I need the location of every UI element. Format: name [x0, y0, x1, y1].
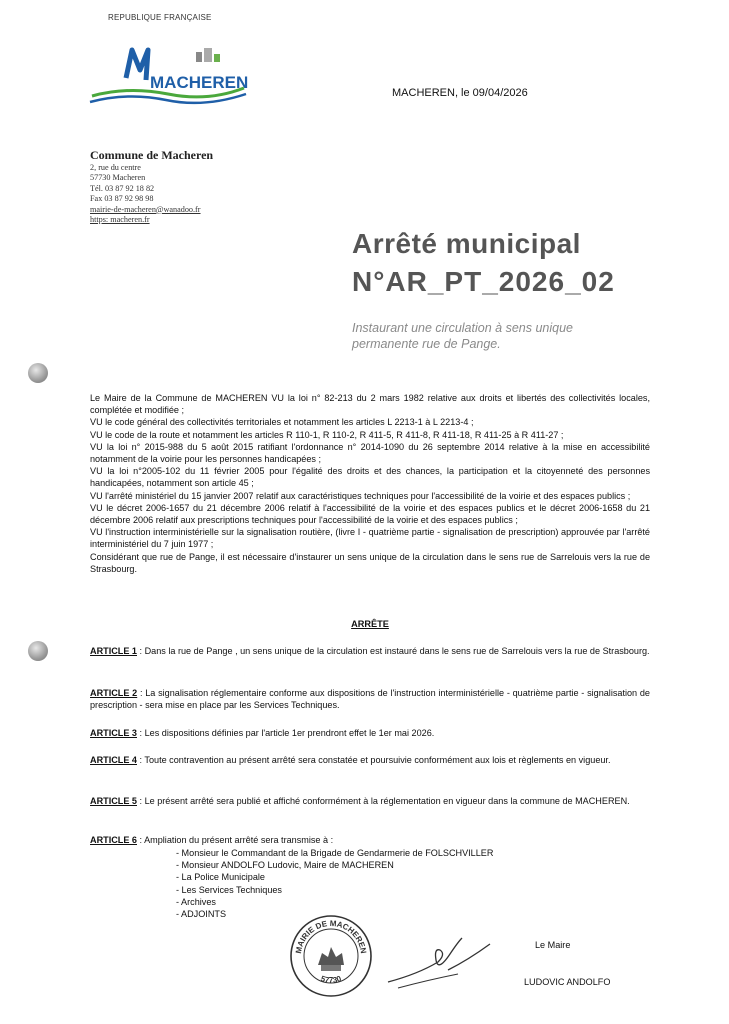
macheren-logo: [88, 40, 248, 112]
ampliation-item: - Archives: [176, 896, 216, 907]
mayor-signature: [378, 924, 498, 994]
article-label: ARTICLE 2: [90, 688, 138, 698]
mairie-stamp: [288, 913, 374, 999]
article-text: : La signalisation réglementaire conforme aux dispositions de l'instruction interministérielle - quatrième partie - signalisation de prescription - sera mise en place par les Services Techniques.: [90, 688, 650, 711]
considerant: VU le décret 2006-1657 du 21 décembre 2006 relatif à l'accessibilité de la voirie et des espaces publics et le décret 2006-1658 du 21 décembre 2006 relatif aux prescriptions techniques pour l'accessibilité de la voirie et des espaces publics ;: [90, 502, 650, 526]
arrete-heading: ARRÊTE: [351, 619, 389, 629]
address-line: 2, rue du centre: [90, 163, 141, 172]
article-4: [90, 754, 650, 766]
signature-title: Le Maire: [535, 940, 571, 950]
ampliation-item: - Les Services Techniques: [176, 884, 282, 895]
fax-line: Fax 03 87 92 98 98: [90, 194, 154, 204]
article-5: [90, 795, 650, 807]
commune-address: [90, 163, 201, 225]
stamp-text-top: MAIRIE DE MACHEREN: [294, 918, 368, 955]
article-text: : Toute contravention au présent arrêté sera constatée et poursuivie conformément aux lois et règlements en vigueur.: [137, 755, 611, 765]
date-line: MACHEREN, le 09/04/2026: [392, 87, 528, 99]
article-label: ARTICLE 1: [90, 646, 137, 656]
logo-text: MACHEREN: [150, 73, 248, 92]
considerant: Considérant que rue de Pange, il est nécessaire d'instaurer un sens unique de la circulation dans le sens rue de Sarrelouis vers la rue de Strasbourg.: [90, 551, 650, 574]
document-title: Arrêté municipal: [352, 228, 581, 259]
ampliation-item: - Monsieur le Commandant de la Brigade de Gendarmerie de FOLSCHVILLER: [176, 848, 494, 858]
phone-line: Tél. 03 87 92 18 82: [90, 183, 155, 193]
svg-text:57730: [319, 974, 343, 985]
subtitle-line: permanente rue de Pange.: [352, 337, 501, 351]
considerant: VU l'arrêté ministériel du 15 janvier 2007 relatif aux caractéristiques techniques pour l'accessibilité de la voirie et des espaces publics ;: [90, 490, 631, 501]
article-2: [90, 687, 650, 711]
ampliation-item: - Monsieur ANDOLFO Ludovic, Maire de MACHEREN: [176, 860, 394, 871]
considerants-block: [90, 392, 650, 575]
article-6: [90, 834, 650, 846]
punch-hole: [28, 641, 48, 661]
ampliation-list: [176, 847, 493, 920]
article-label: ARTICLE 5: [90, 796, 137, 806]
republique-francaise-label: REPUBLIQUE FRANÇAISE: [108, 13, 212, 22]
email-link[interactable]: mairie-de-macheren@wanadoo.fr: [90, 204, 201, 214]
considerant: VU la loi n° 2015-988 du 5 août 2015 ratifiant l'ordonnance n° 2014-1090 du 26 septembre 2014 relative à la mise en accessibilité notamment de la voirie pour les personnes handicapées ;: [90, 441, 650, 465]
website-link[interactable]: https: macheren.fr: [90, 215, 150, 225]
commune-name: Commune de Macheren: [90, 148, 214, 162]
stamp-text-bottom: 57730: [319, 974, 343, 985]
article-label: ARTICLE 4: [90, 755, 137, 765]
subtitle-line: Instaurant une circulation à sens unique: [352, 321, 573, 335]
address-line: 57730 Macheren: [90, 173, 146, 183]
ampliation-item: - La Police Municipale: [176, 872, 265, 883]
document-subtitle: [352, 320, 573, 352]
considerant: VU le code de la route et notamment les articles R 110-1, R 110-2, R 411-5, R 411-8, R 411-18, R 411-25 à R 411-27 ;: [90, 429, 564, 440]
article-text: : Ampliation du présent arrêté sera transmise à :: [137, 835, 334, 845]
considerant: VU l'instruction interministérielle sur la signalisation routière, (livre I - quatrième partie - signalisation de prescription) approuvée par l'arrêté interministériel du 7 juin 1977 ;: [90, 527, 650, 550]
considerant: VU la loi n°2005-102 du 11 février 2005 pour l'égalité des droits et des chances, la participation et la citoyenneté des personnes handicapées, notamment son article 45 ;: [90, 466, 650, 489]
article-3: [90, 727, 650, 739]
ampliation-item: - ADJOINTS: [176, 909, 227, 920]
mayor-name: LUDOVIC ANDOLFO: [524, 977, 611, 987]
considerant: VU le code général des collectivités territoriales et notamment les articles L 2213-1 à L 2213-4 ;: [90, 417, 474, 428]
punch-hole: [28, 363, 48, 383]
document-number: N°AR_PT_2026_02: [352, 266, 615, 297]
considerant: Le Maire de la Commune de MACHEREN VU la loi n° 82-213 du 2 mars 1982 relative aux droits et libertés des collectivités locales, complétée et modifiée ;: [90, 393, 650, 416]
article-text: : Les dispositions définies par l'article 1er prendront effet le 1er mai 2026.: [137, 728, 435, 738]
article-text: : Le présent arrêté sera publié et affiché conformément à la réglementation en vigueur dans la commune de MACHEREN.: [137, 796, 630, 806]
article-text: : Dans la rue de Pange , un sens unique de la circulation est instauré dans le sens rue de Sarrelouis vers la rue de Strasbourg.: [137, 646, 650, 656]
article-label: ARTICLE 6: [90, 835, 137, 845]
article-label: ARTICLE 3: [90, 728, 137, 738]
article-1: [90, 645, 650, 657]
